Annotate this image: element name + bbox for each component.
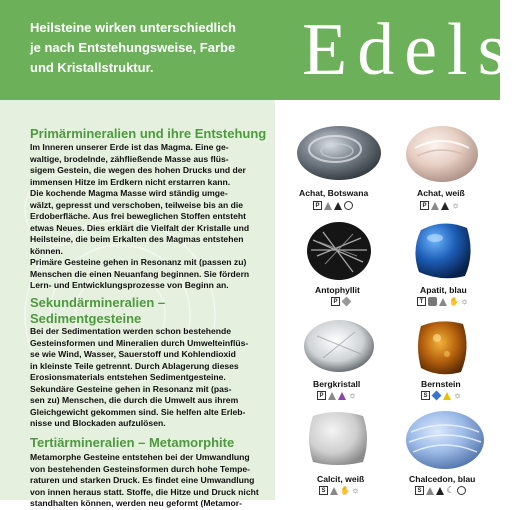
stone-symbols [317, 391, 357, 400]
hand-icon: ✋ [340, 486, 350, 495]
primary-symbol-icon: P [313, 201, 322, 210]
stone-name: Bernstein [421, 379, 461, 389]
sun-icon: ☼ [348, 390, 357, 400]
text-line: immensen Hitze im Erdkern nicht erstarren kann. [30, 176, 231, 187]
header-line: und Kristallstruktur. [30, 60, 154, 75]
text-line: sigem Gestein, die wegen des hohen Drucks und der [30, 165, 246, 175]
text-line: sen zu) Menschen, die durch die Umwelt aus ihrem [30, 395, 239, 405]
text-line: können. [30, 245, 63, 256]
section-heading-tertiary: Tertiärmineralien – Metamorphite [30, 435, 235, 450]
text-line: von innen heraus statt. Stoffe, die Hitze und Druck nicht [30, 486, 259, 497]
circle-icon [457, 486, 466, 495]
stone-image-calcit-weiss [305, 408, 371, 473]
info-column [0, 100, 275, 508]
triangle-purple-icon [338, 392, 346, 400]
text-line: von bestehenden Gesteinsformen durch hohe Tempe- [30, 463, 250, 474]
header-line: Heilsteine wirken unterschiedlich [30, 20, 236, 35]
text-line: Erdoberfläche. Aus frei beweglichen Stoffen entsteht [30, 211, 246, 221]
stone-image-chalcedon-blau [405, 410, 485, 475]
stone-image-bernstein [415, 318, 469, 381]
heading-line: Sedimentgesteine [30, 311, 142, 326]
section-heading-secondary [30, 295, 165, 327]
tertiary-symbol-icon: T [417, 297, 426, 306]
stone-name: Bergkristall [313, 379, 361, 389]
triangle-black-icon [441, 202, 449, 210]
text-line: Heilsteine, die beim Erkalten des Magmas entstehen [30, 234, 244, 244]
text-line: Erosionsmaterials entstehen Sedimentgesteine. [30, 372, 226, 382]
heading-line: Sekundärmineralien – [30, 295, 166, 310]
stone-symbols [420, 201, 460, 210]
triangle-black-icon [436, 487, 444, 495]
stone-image-achat-weiss [405, 124, 480, 189]
text-line: raturen und starken Druck. Es findet eine Umwandlung [30, 475, 255, 485]
diamond-blue-icon [432, 391, 442, 401]
secondary-symbol-icon: S [319, 486, 328, 495]
stone-name: Achat, weiß [417, 188, 465, 198]
primary-symbol-icon: P [331, 297, 340, 306]
sun-icon: ☼ [453, 390, 462, 400]
stone-image-antophyllit [305, 220, 373, 287]
text-line: Metamorphe Gesteine entstehen bei der Umwandlung [30, 452, 250, 462]
section-heading-primary: Primärmineralien und ihre Entstehung [30, 126, 267, 141]
text-line: nisse und Blockaden aufzulösen. [30, 418, 166, 428]
text-line: Primäre Gesteine gehen in Resonanz mit (passen zu) [30, 257, 247, 267]
hand-icon: ✋ [449, 297, 459, 306]
stone-image-bergkristall [303, 318, 375, 379]
triangle-gray-icon [426, 487, 434, 495]
header-banner [0, 0, 516, 100]
triangle-gray-icon [439, 298, 447, 306]
stone-image-achat-botswana [295, 122, 383, 189]
sun-icon: ☼ [351, 485, 360, 495]
stone-name: Apatit, blau [420, 285, 467, 295]
stone-symbols [319, 486, 360, 495]
header-subtitle [30, 18, 270, 78]
triangle-gray-icon [431, 202, 439, 210]
text-line: wälzt, gepresst und verschoben, teilweise bis an die [30, 199, 243, 210]
stone-symbols [417, 297, 469, 306]
stone-gallery [275, 100, 500, 500]
triangle-gray-icon [328, 392, 336, 400]
text-line: etwas Neues. Dies erklärt die Vielfalt der Kristalle und [30, 222, 250, 233]
stone-name: Chalcedon, blau [409, 474, 476, 484]
text-line: se wie Wind, Wasser, Sauerstoff und Kohlendioxid [30, 349, 236, 359]
text-line: Bei der Sedimentation werden schon bestehende [30, 326, 232, 336]
stone-name: Calcit, weiß [317, 474, 365, 484]
section-text-tertiary [30, 452, 270, 510]
text-line: Die kochende Magma Masse wird ständig umge- [30, 188, 228, 198]
moon-icon: ☾ [446, 485, 455, 495]
text-line: waltige, brodelnde, zähfließende Masse aus flüs- [30, 153, 229, 164]
hexagon-icon [428, 297, 437, 306]
stone-symbols [421, 391, 462, 400]
stone-symbols [415, 486, 466, 495]
text-line: Lern- und Entwicklungsprozesse von Beginn an. [30, 280, 229, 290]
text-line: Im Inneren unserer Erde ist das Magma. Eine ge- [30, 142, 229, 152]
primary-symbol-icon: P [420, 201, 429, 210]
text-line: Sekundäre Gesteine gehen in Resonanz mit (pas- [30, 383, 232, 394]
text-line: Gleichgewicht gekommen sind. Sie helfen alte Erleb- [30, 406, 246, 417]
section-text-primary [30, 142, 270, 292]
stone-name: Antophyllit [315, 285, 360, 295]
triangle-gray-icon [330, 487, 338, 495]
text-line: Menschen die einen Neuanfang beginnen. Sie fördern [30, 268, 250, 279]
page-title: Edels [302, 9, 516, 91]
stone-name: Achat, Botswana [299, 188, 369, 198]
text-line: in kleinste Teile getrennt. Durch Ablagerung dieses [30, 360, 239, 371]
text-line: standhalten können, werden neu geformt (Metamor- [30, 498, 242, 508]
triangle-gray-icon [324, 202, 332, 210]
triangle-black-icon [334, 202, 342, 210]
secondary-symbol-icon: S [415, 486, 424, 495]
section-text-secondary [30, 326, 270, 430]
text-line: Gesteinsformen und Mineralien durch Umwelteinflüs- [30, 337, 249, 348]
stone-image-apatit-blau [413, 220, 475, 287]
stone-symbols [313, 201, 353, 210]
header-line: je nach Entstehungsweise, Farbe [30, 40, 236, 55]
sun-icon: ☼ [460, 296, 469, 306]
triangle-yellow-icon [443, 392, 451, 400]
secondary-symbol-icon: S [421, 391, 430, 400]
stone-symbols [331, 297, 351, 306]
primary-symbol-icon: P [317, 391, 326, 400]
circle-icon [344, 201, 353, 210]
sun-icon: ☼ [451, 200, 460, 210]
diamond-icon [342, 297, 352, 307]
